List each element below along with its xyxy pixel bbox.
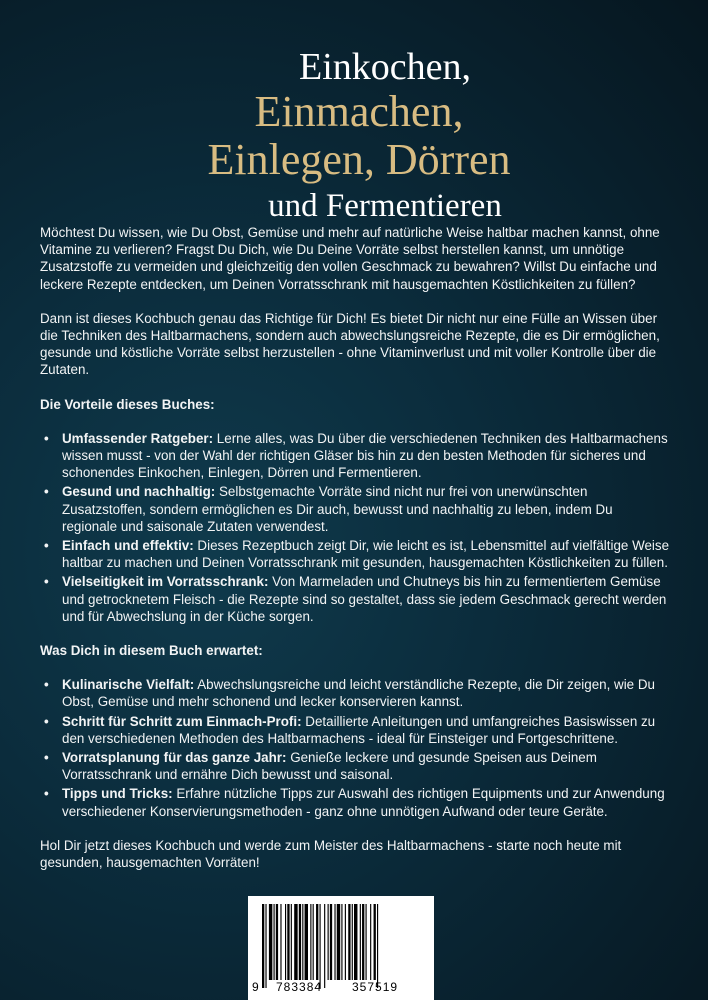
list-item	[40, 676, 670, 710]
barcode-bar	[354, 904, 357, 980]
barcode-bar	[276, 904, 278, 980]
barcode-bar	[316, 904, 318, 980]
barcode-bar	[310, 904, 311, 980]
item-text: Genieße leckere und gesunde Speisen aus Deinem Vorratsschrank und ernähre Dich bewusst und saisonal.	[62, 750, 597, 783]
item-text: Abwechslungsreiche und leicht verständliche Rezepte, die Dir zeigen, wie Du Obst, Gemüse und mehr schonend und lecker konservieren kannst.	[62, 677, 655, 710]
expectations-heading: Was Dich in diesem Buch erwartet:	[40, 643, 263, 659]
item-text: Von Marmeladen und Chutneys bis hin zu fermentiertem Gemüse und getrocknetem Fleisch - die Rezepte sind so gestaltet, dass sie jedem Geschmack gerecht werden und für Abwechslung in der Küche sorgen.	[62, 574, 667, 624]
title-line-4: und Fermentieren	[268, 188, 502, 224]
list-item	[40, 483, 670, 535]
barcode-bar	[302, 904, 303, 980]
closing-paragraph: Hol Dir jetzt dieses Kochbuch und werde zum Meister des Haltbarmachens - starte noch heute mit gesunden, hausgemachten Vorräten!	[40, 837, 622, 871]
barcode-bar	[269, 904, 272, 980]
barcode-bar	[324, 904, 325, 988]
item-label: Vielseitigkeit im Vorratsschrank:	[62, 574, 269, 590]
isbn-barcode	[248, 896, 434, 1000]
barcode-bar	[348, 904, 350, 980]
title-line-1: Einkochen,	[298, 46, 471, 88]
barcode-bar	[287, 904, 289, 980]
barcode-bar	[374, 904, 376, 980]
barcode-bar	[352, 904, 353, 980]
list-item	[40, 749, 670, 783]
back-cover-text	[40, 224, 670, 888]
barcode-bar	[334, 904, 335, 980]
barcode-bar	[265, 904, 266, 988]
list-item	[40, 713, 670, 747]
barcode-bar	[366, 904, 367, 980]
list-item	[40, 430, 670, 482]
barcode-bar	[299, 904, 301, 980]
item-label: Schritt für Schritt zum Einmach-Profi:	[62, 713, 302, 729]
barcode-bar	[274, 904, 275, 980]
item-text: Erfahre nützliche Tipps zur Auswahl des richtigen Equipments und zur Anwendung verschiedener Konservierungsmethoden - ganz ohne unnötigen Aufwand oder teure Geräte.	[62, 786, 665, 819]
barcode-bar	[330, 904, 332, 980]
barcode-bar	[294, 904, 297, 980]
intro-paragraph-2: Dann ist dieses Kochbuch genau das Richtige für Dich! Es bietet Dir nicht nur eine Fülle an Wissen über die Techniken des Haltbarmachens, sondern auch abwechslungsreiche Rezepte, die es Dir ermöglichen, gesunde und köstliche Vorräte selbst herzustellen - ohne Vitaminverlust und mit voller Kontrolle über die Zutaten.	[40, 310, 660, 378]
barcode-bar	[305, 904, 308, 980]
barcode-bar	[362, 904, 364, 980]
barcode-bar	[280, 904, 281, 980]
list-item	[40, 785, 670, 819]
book-title	[0, 48, 708, 223]
benefits-heading: Die Vorteile dieses Buches:	[40, 396, 215, 412]
expectations-list	[40, 676, 670, 820]
barcode-bar	[341, 904, 342, 980]
barcode-bar	[377, 904, 378, 988]
list-item	[40, 573, 670, 625]
item-label: Einfach und effektiv:	[62, 538, 194, 554]
item-label: Kulinarische Vielfalt:	[62, 677, 195, 693]
item-text: Dieses Rezeptbuch zeigt Dir, wie leicht es ist, Lebensmittel auf vielfältige Weise haltbar zu machen und Deinen Vorratsschrank mit gesunden, hausgemachten Köstlichkeiten zu füllen.	[62, 538, 670, 571]
title-line-2: Einmachen,	[254, 87, 464, 136]
item-label: Gesund und nachhaltig:	[62, 484, 216, 500]
item-label: Tipps und Tricks:	[62, 786, 173, 802]
barcode-bar	[291, 904, 292, 980]
barcode-bar	[320, 904, 321, 988]
barcode-digit-first: 9	[252, 980, 260, 994]
barcode-group-1: 783384	[276, 980, 323, 994]
barcode-group-2: 357519	[352, 980, 399, 994]
item-label: Umfassender Ratgeber:	[62, 430, 214, 446]
barcode-bar	[360, 904, 361, 980]
intro-paragraph-1: Möchtest Du wissen, wie Du Obst, Gemüse und mehr auf natürliche Weise haltbar machen kannst, ohne Vitamine zu verlieren? Fragst Du Dich, wie Du Deine Vorräte selbst herstellen kannst, um unnötige Zusatzstoffe zu vermeiden und gleichzeitig den vollen Geschmack zu bewahren? Willst Du einfache und leckere Rezepte entdecken, um Deinen Vorratsschrank mit hausgemachten Köstlichkeiten zu füllen?	[40, 225, 660, 292]
item-text: Detaillierte Anleitungen und umfangreiches Basiswissen zu den verschiedenen Methoden des Haltbarmachens - ideal für Einsteiger und Fortgeschrittene.	[62, 713, 656, 746]
title-line-3: Einlegen, Dörren	[207, 135, 511, 184]
barcode-bar	[328, 904, 329, 980]
barcode-bar	[313, 904, 314, 980]
item-text: Selbstgemachte Vorräte sind nicht nur frei von unerwünschten Zusatzstoffen, sondern ermöglichen es Dir auch, bewusst und nachhaltig zu leben, indem Du regionale und saisonale Zutaten verwendest.	[62, 484, 613, 534]
item-text: Lerne alles, was Du über die verschiedenen Techniken des Haltbarmachens wissen musst - von der Wahl der richtigen Gläser bis hin zu den besten Methoden für sicheres und schonendes Einkochen, Einlegen, Dörren und Fermentieren.	[62, 430, 668, 481]
list-item	[40, 537, 670, 571]
barcode-bar	[345, 904, 346, 980]
benefits-list	[40, 430, 670, 625]
barcode-bar	[337, 904, 340, 980]
barcode-bar	[285, 904, 286, 980]
barcode-bar	[262, 904, 264, 988]
item-label: Vorratsplanung für das ganze Jahr:	[62, 750, 287, 766]
barcode-bar	[370, 904, 371, 980]
